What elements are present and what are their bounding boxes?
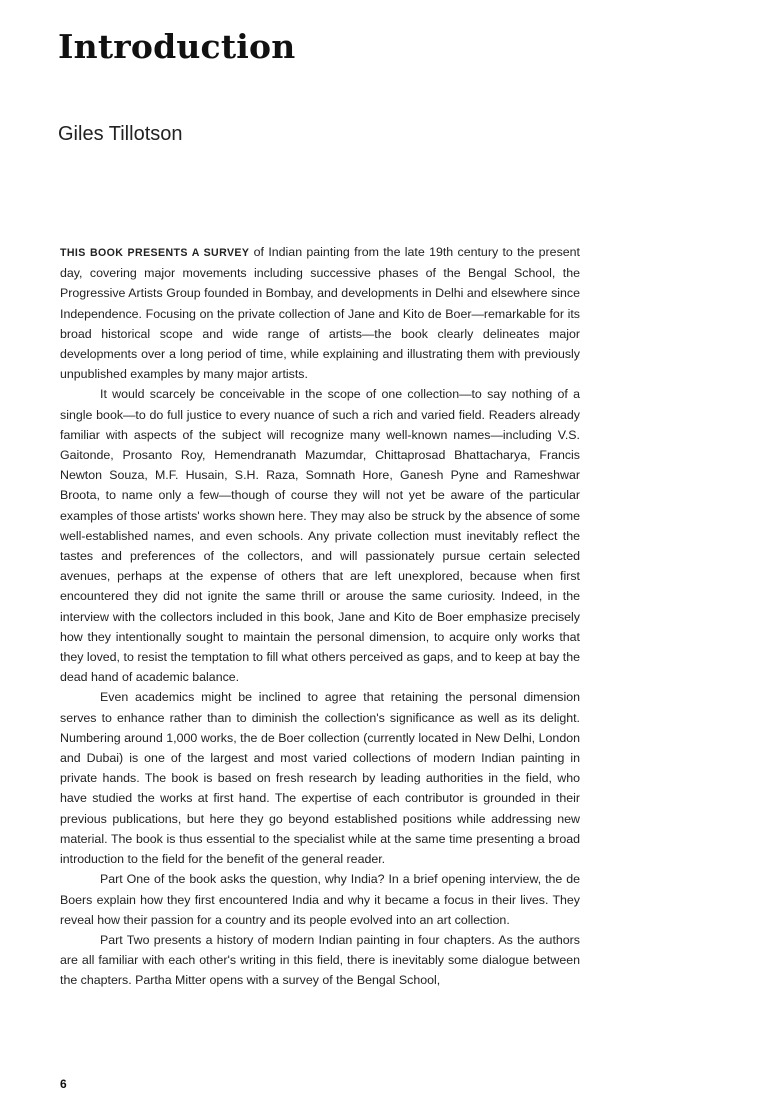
paragraph bbox=[60, 242, 580, 384]
paragraph-lead-in: THIS BOOK PRESENTS A SURVEY bbox=[60, 247, 250, 259]
paragraph: Part One of the book asks the question, why India? In a brief opening interview, the de Boers explain how they first encountered India and why it became a focus in their lives. They reveal how their passion for a country and its people evolved into an art collection. bbox=[60, 872, 580, 927]
page-number: 6 bbox=[60, 1077, 67, 1091]
author-name: Giles Tillotson bbox=[58, 123, 183, 145]
paragraph: Part Two presents a history of modern Indian painting in four chapters. As the authors are all familiar with each other's writing in this field, there is inevitably some dialogue between the chapters. Partha Mitter opens with a survey of the Bengal School, bbox=[60, 932, 580, 988]
body-text bbox=[60, 242, 580, 991]
paragraph-text: of Indian painting from the late 19th century to the present day, covering major movements including successive phases of the Bengal School, the Progressive Artists Group founded in Bombay, and developments in Delhi and elsewhere since Independence. Focusing on the private collection of Jane and Kito de Boer—remarkable for its broad historical scope and wide range of artists—the book clearly delineates major developments over a long period of time, while explaining and illustrating them with previously unpublished examples by many major artists. bbox=[60, 245, 580, 382]
paragraph: Even academics might be inclined to agree that retaining the personal dimension serves to enhance rather than to diminish the collection's significance as well as its delight. Numbering around 1,000 works, the de Boer collection (currently located in New Delhi, London and Dubai) is one of the largest and most varied collections of modern Indian painting in private hands. The book is based on fresh research by leading authorities in the field, who have studied the works at first hand. The expertise of each contributor is grounded in their previous publications, but here they go beyond established positions while addressing new material. The book is thus essential to the specialist while at the same time presenting a broad introduction to the field for the benefit of the general reader. bbox=[60, 690, 580, 867]
page-title: Introduction bbox=[58, 27, 296, 66]
paragraph: It would scarcely be conceivable in the scope of one collection—to say nothing of a single book—to do full justice to every nuance of such a rich and varied field. Readers already familiar with aspects of the subject will recognize many well-known names—including V.S. Gaitonde, Prosanto Roy, Hemendranath Mazumdar, Chittaprosad Bhattacharya, Francis Newton Souza, M.F. Husain, S.H. Raza, Somnath Hore, Ganesh Pyne and Rameshwar Broota, to name only a few—though of course they will not yet be aware of the particular examples of those artists' works shown here. They may also be struck by the absence of some well-established names, and even schools. Any private collection must inevitably reflect the tastes and preferences of the collectors, and will passionately pursue certain selected avenues, perhaps at the expense of others that are left unexplored, because when first encountered they did not ignite the same thrill or arouse the same curiosity. Indeed, in the interview with the collectors included in this book, Jane and Kito de Boer emphasize precisely how they intentionally sought to maintain the personal dimension, to acquire only works that they loved, to resist the temptation to fill what others perceived as gaps, and to keep at bay the dead hand of academic balance. bbox=[60, 387, 580, 685]
